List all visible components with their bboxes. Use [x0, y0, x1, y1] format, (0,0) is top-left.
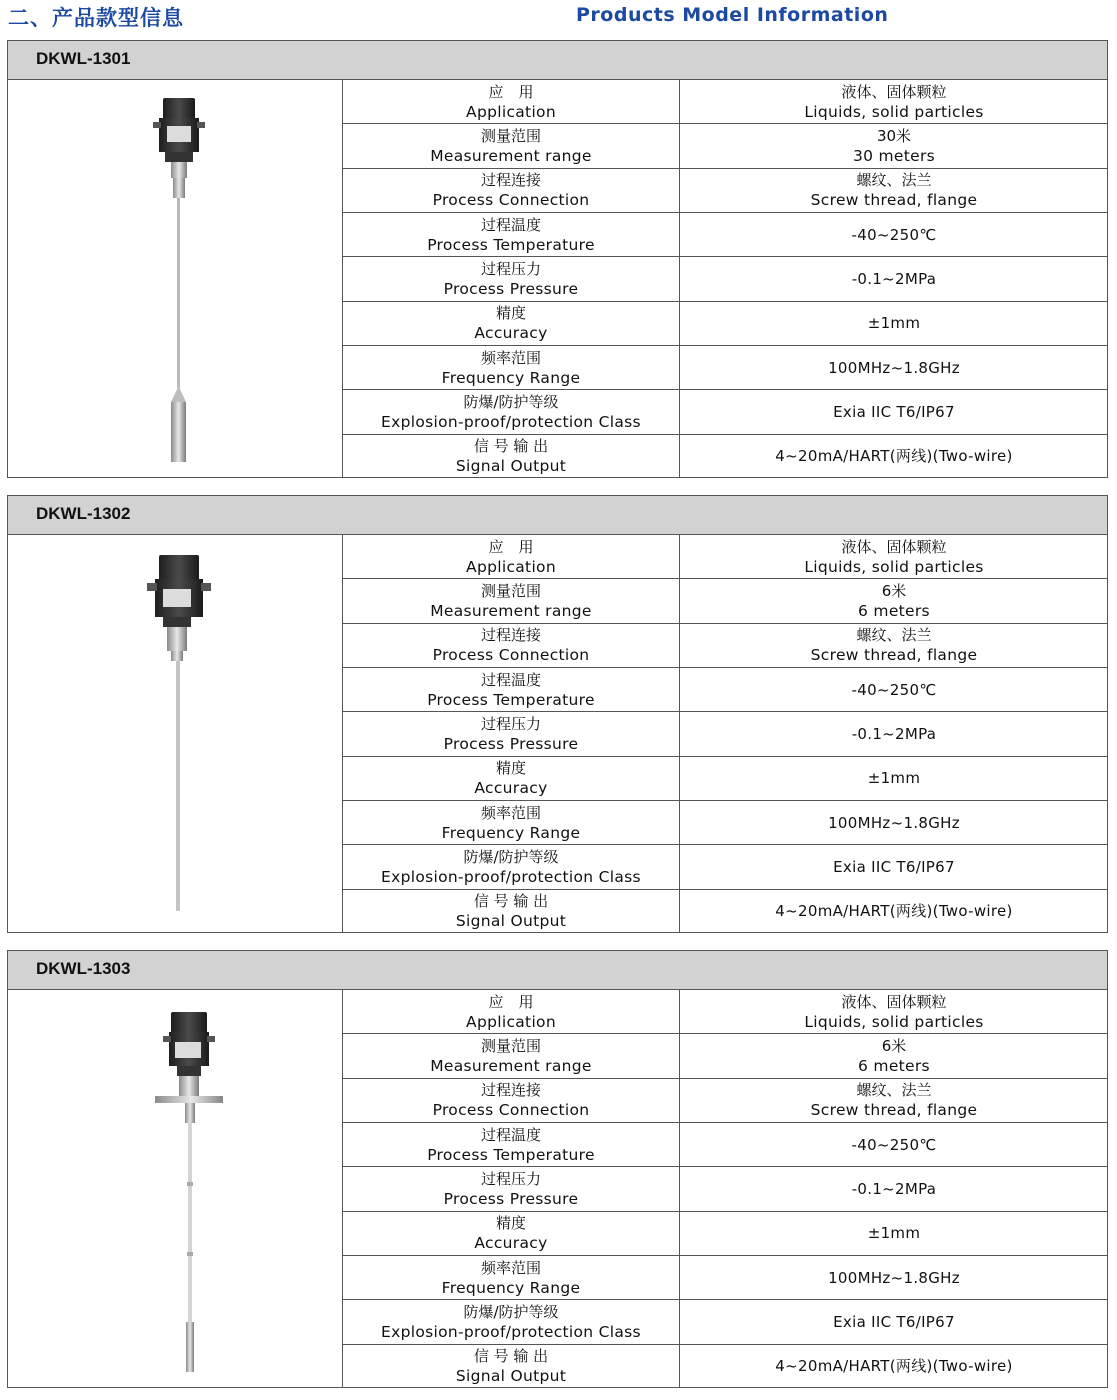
page-header	[0, 0, 1117, 36]
table-row	[343, 1167, 1108, 1211]
spec-label-cn: 频率范围	[480, 803, 541, 822]
spec-value: 4~20mA/HART(两线)(Two-wire)	[775, 1357, 1013, 1376]
spec-value: -0.1~2MPa	[851, 1179, 937, 1198]
product-header	[8, 951, 1107, 990]
page-title-cn: 二、产品款型信息	[8, 6, 184, 30]
spec-value-en: Liquids, solid particles	[804, 102, 984, 121]
product-body	[8, 80, 1107, 478]
spec-label-cn: 过程压力	[480, 1169, 541, 1188]
spec-label-cn: 应 用	[488, 992, 534, 1011]
spec-label-cn: 过程连接	[480, 1081, 541, 1100]
spec-value: 4~20mA/HART(两线)(Two-wire)	[775, 902, 1013, 921]
spec-value: 4~20mA/HART(两线)(Two-wire)	[775, 447, 1013, 466]
table-row	[343, 712, 1108, 756]
spec-value-en: 30 meters	[852, 146, 936, 165]
table-row	[343, 390, 1108, 434]
spec-table	[343, 535, 1108, 933]
spec-value-cn: 螺纹、法兰	[856, 171, 932, 190]
spec-value-cn: 液体、固体颗粒	[841, 992, 947, 1011]
radar-level-sensor-rod-image	[133, 547, 223, 927]
spec-value-cn: 液体、固体颗粒	[841, 537, 947, 556]
spec-label-cn: 精度	[495, 304, 526, 323]
spec-label-en: Measurement range	[430, 146, 592, 165]
spec-value-en: Screw thread, flange	[810, 191, 978, 210]
product-model-name: DKWL-1303	[36, 959, 131, 978]
spec-label-en: Signal Output	[455, 912, 567, 931]
spec-label-en: Signal Output	[455, 1367, 567, 1386]
spec-label-cn: 频率范围	[480, 1258, 541, 1277]
spec-label-en: Process Connection	[432, 646, 590, 665]
spec-label-cn: 精度	[495, 759, 526, 778]
spec-value: ±1mm	[867, 314, 921, 333]
product-block-dkwl-1302	[7, 495, 1108, 933]
spec-table	[343, 80, 1108, 478]
table-row	[343, 756, 1108, 800]
spec-label-en: Process Connection	[432, 1101, 590, 1120]
spec-table	[343, 990, 1108, 1388]
table-row	[343, 1255, 1108, 1299]
table-row	[343, 990, 1108, 1034]
table-row	[343, 1078, 1108, 1122]
spec-value-cn: 液体、固体颗粒	[841, 82, 947, 101]
table-row	[343, 124, 1108, 168]
table-row	[343, 301, 1108, 345]
spec-label-en: Measurement range	[430, 1056, 592, 1075]
spec-label-cn: 过程连接	[480, 171, 541, 190]
spec-label-en: Application	[466, 102, 556, 121]
spec-label-cn: 过程温度	[480, 215, 541, 234]
spec-label-cn: 过程压力	[480, 259, 541, 278]
spec-label-cn: 防爆/防护等级	[463, 847, 559, 866]
spec-label-en: Process Connection	[432, 191, 590, 210]
table-row	[343, 1211, 1108, 1255]
spec-label-en: Signal Output	[455, 457, 567, 476]
spec-value-en: Liquids, solid particles	[804, 1012, 984, 1031]
spec-label-en: Explosion-proof/protection Class	[381, 412, 641, 431]
product-image-cell	[8, 535, 343, 933]
table-row	[343, 212, 1108, 256]
spec-value: -0.1~2MPa	[851, 724, 937, 743]
table-row	[343, 1122, 1108, 1166]
spec-value: Exia IIC T6/IP67	[833, 1312, 955, 1331]
spec-label-en: Application	[466, 1012, 556, 1031]
spec-label-cn: 防爆/防护等级	[463, 392, 559, 411]
spec-label-cn: 应 用	[488, 82, 534, 101]
spec-label-en: Process Temperature	[427, 1145, 595, 1164]
spec-label-en: Process Pressure	[443, 734, 579, 753]
spec-label-en: Application	[466, 557, 556, 576]
spec-label-en: Explosion-proof/protection Class	[381, 1322, 641, 1341]
product-block-dkwl-1301	[7, 40, 1108, 478]
spec-value-cn: 6米	[881, 581, 907, 600]
product-image-cell	[8, 80, 343, 478]
spec-value: Exia IIC T6/IP67	[833, 402, 955, 421]
spec-value-en: Screw thread, flange	[810, 1101, 978, 1120]
table-row	[343, 623, 1108, 667]
spec-label-en: Process Pressure	[443, 279, 579, 298]
spec-value: -40~250℃	[851, 225, 937, 244]
spec-value-en: 6 meters	[858, 601, 930, 620]
spec-label-cn: 过程温度	[480, 670, 541, 689]
spec-value-cn: 螺纹、法兰	[856, 1081, 932, 1100]
spec-label-cn: 信 号 输 出	[473, 437, 549, 456]
spec-label-en: Process Temperature	[427, 690, 595, 709]
table-row	[343, 579, 1108, 623]
page-title-en: Products Model Information	[576, 4, 889, 26]
product-header	[8, 496, 1107, 535]
table-row	[343, 800, 1108, 844]
spec-label-cn: 过程温度	[480, 1125, 541, 1144]
table-row	[343, 889, 1108, 933]
product-header	[8, 41, 1107, 80]
product-block-dkwl-1303	[7, 950, 1108, 1388]
spec-label-en: Explosion-proof/protection Class	[381, 867, 641, 886]
spec-value-cn: 30米	[876, 126, 912, 145]
spec-label-cn: 测量范围	[480, 1036, 541, 1055]
spec-value-cn: 螺纹、法兰	[856, 626, 932, 645]
spec-label-en: Accuracy	[474, 324, 548, 343]
table-row	[343, 345, 1108, 389]
radar-level-sensor-flange-image	[133, 1002, 223, 1382]
spec-label-en: Measurement range	[430, 601, 592, 620]
spec-label-en: Frequency Range	[441, 823, 581, 842]
spec-label-en: Accuracy	[474, 1234, 548, 1253]
product-body	[8, 535, 1107, 933]
table-row	[343, 1034, 1108, 1078]
product-model-name: DKWL-1301	[36, 49, 131, 68]
spec-label-cn: 防爆/防护等级	[463, 1302, 559, 1321]
spec-value: ±1mm	[867, 1224, 921, 1243]
spec-value-en: 6 meters	[858, 1056, 930, 1075]
spec-value-en: Screw thread, flange	[810, 646, 978, 665]
spec-value: 100MHz~1.8GHz	[828, 1268, 960, 1287]
product-model-name: DKWL-1302	[36, 504, 131, 523]
radar-level-sensor-cable-image	[133, 92, 223, 472]
spec-label-cn: 信 号 输 出	[473, 892, 549, 911]
spec-value: ±1mm	[867, 769, 921, 788]
spec-label-en: Process Temperature	[427, 235, 595, 254]
spec-value: 100MHz~1.8GHz	[828, 813, 960, 832]
spec-value-en: Liquids, solid particles	[804, 557, 984, 576]
spec-value: -0.1~2MPa	[851, 269, 937, 288]
table-row	[343, 80, 1108, 124]
spec-value: Exia IIC T6/IP67	[833, 857, 955, 876]
table-row	[343, 168, 1108, 212]
spec-value: -40~250℃	[851, 1135, 937, 1154]
spec-label-en: Accuracy	[474, 779, 548, 798]
table-row	[343, 434, 1108, 478]
table-row	[343, 257, 1108, 301]
spec-label-en: Frequency Range	[441, 368, 581, 387]
spec-value: 100MHz~1.8GHz	[828, 358, 960, 377]
spec-label-cn: 过程连接	[480, 626, 541, 645]
spec-label-cn: 信 号 输 出	[473, 1347, 549, 1366]
table-row	[343, 845, 1108, 889]
spec-value: -40~250℃	[851, 680, 937, 699]
table-row	[343, 1300, 1108, 1344]
spec-label-cn: 测量范围	[480, 581, 541, 600]
spec-label-en: Frequency Range	[441, 1278, 581, 1297]
product-image-cell	[8, 990, 343, 1388]
table-row	[343, 667, 1108, 711]
spec-value-cn: 6米	[881, 1036, 907, 1055]
table-row	[343, 1344, 1108, 1388]
spec-label-cn: 测量范围	[480, 126, 541, 145]
table-row	[343, 535, 1108, 579]
spec-label-cn: 频率范围	[480, 348, 541, 367]
spec-label-cn: 精度	[495, 1214, 526, 1233]
spec-label-en: Process Pressure	[443, 1189, 579, 1208]
spec-label-cn: 应 用	[488, 537, 534, 556]
product-body	[8, 990, 1107, 1388]
spec-label-cn: 过程压力	[480, 714, 541, 733]
